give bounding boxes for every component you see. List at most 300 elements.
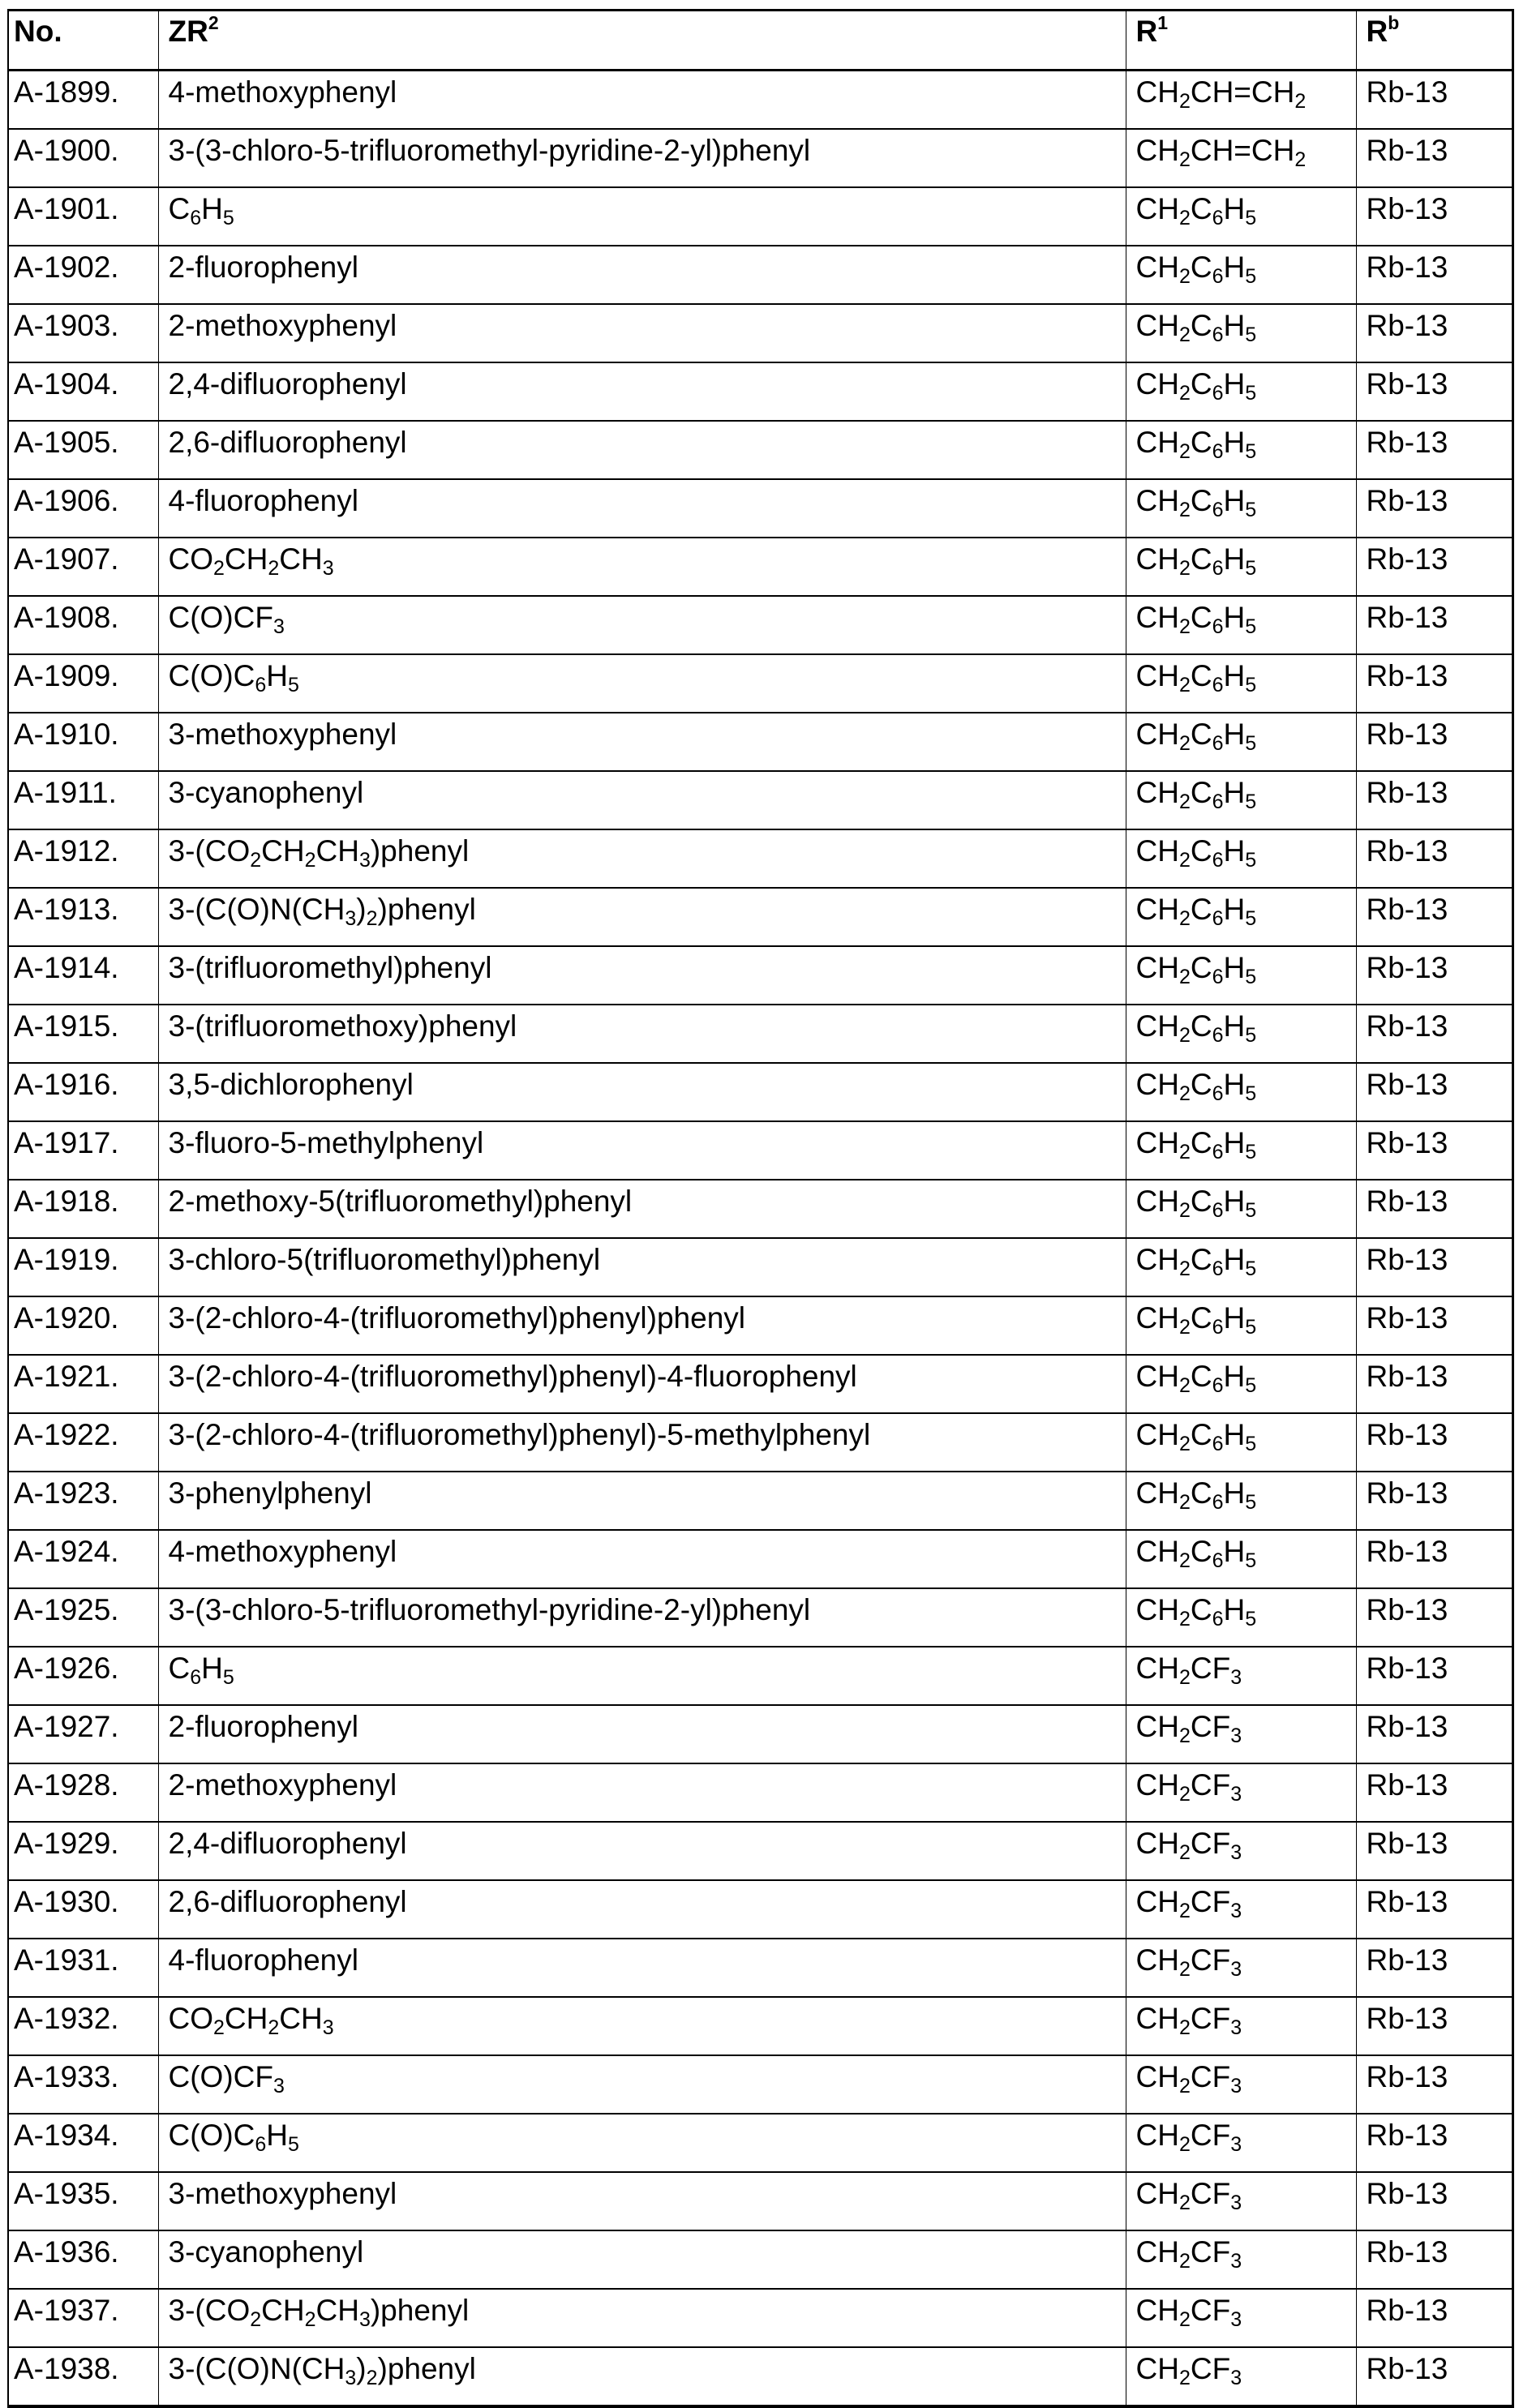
table-row bbox=[8, 1472, 1513, 1530]
cell-zr2: 2-methoxy-5(trifluoromethyl)phenyl bbox=[158, 1180, 1126, 1238]
subscript: 6 bbox=[1212, 1024, 1224, 1047]
cell-zr2: $C(O)CF_3$ bbox=[158, 2055, 1126, 2114]
subscript: 6 bbox=[190, 1666, 202, 1689]
subscript: 2 bbox=[213, 2016, 225, 2039]
subscript: 6 bbox=[1212, 674, 1224, 696]
table-body bbox=[8, 71, 1513, 2407]
cell-no: A-1916. bbox=[8, 1063, 158, 1121]
table-row bbox=[8, 2114, 1513, 2172]
cell-no: A-1910. bbox=[8, 713, 158, 771]
subscript: 2 bbox=[1178, 791, 1191, 813]
subscript: 3 bbox=[1230, 1666, 1242, 1689]
cell-rb: Rb-13 bbox=[1356, 246, 1513, 304]
subscript: 2 bbox=[1178, 2075, 1191, 2097]
cell-rb: Rb-13 bbox=[1356, 1413, 1513, 1472]
cell-r1: $CH_2C_6H_5$ bbox=[1126, 1238, 1356, 1296]
cell-no: A-1936. bbox=[8, 2230, 158, 2289]
subscript: 3 bbox=[1230, 2308, 1242, 2331]
cell-no: A-1901. bbox=[8, 187, 158, 246]
cell-no: A-1913. bbox=[8, 888, 158, 946]
table-row bbox=[8, 304, 1513, 362]
cell-no: A-1908. bbox=[8, 596, 158, 654]
cell-no: A-1918. bbox=[8, 1180, 158, 1238]
cell-rb: Rb-13 bbox=[1356, 888, 1513, 946]
cell-zr2: 2-fluorophenyl bbox=[158, 246, 1126, 304]
cell-zr2: $C_6H_5$ bbox=[158, 187, 1126, 246]
header-r1-superscript: 1 bbox=[1157, 12, 1169, 33]
subscript: 2 bbox=[1178, 1725, 1191, 1747]
subscript: 3 bbox=[345, 2367, 357, 2389]
cell-no: A-1900. bbox=[8, 129, 158, 187]
subscript: 5 bbox=[1245, 732, 1257, 755]
cell-r1: $CH_2C_6H_5$ bbox=[1126, 654, 1356, 713]
cell-no: A-1902. bbox=[8, 246, 158, 304]
cell-r1: $CH_2C_6H_5$ bbox=[1126, 304, 1356, 362]
cell-no: A-1938. bbox=[8, 2347, 158, 2406]
cell-r1: $CH_2CF_3$ bbox=[1126, 1705, 1356, 1763]
cell-rb: Rb-13 bbox=[1356, 2114, 1513, 2172]
subscript: 5 bbox=[1245, 615, 1257, 638]
subscript: 6 bbox=[1212, 907, 1224, 930]
table-row bbox=[8, 129, 1513, 187]
subscript: 5 bbox=[1245, 207, 1257, 229]
subscript: 5 bbox=[1245, 557, 1257, 580]
subscript: 5 bbox=[1245, 440, 1257, 463]
cell-no: A-1911. bbox=[8, 771, 158, 829]
cell-zr2: 3-cyanophenyl bbox=[158, 771, 1126, 829]
cell-rb: Rb-13 bbox=[1356, 304, 1513, 362]
subscript: 3 bbox=[272, 615, 285, 638]
cell-no: A-1927. bbox=[8, 1705, 158, 1763]
cell-r1: $CH_2C_6H_5$ bbox=[1126, 187, 1356, 246]
cell-zr2: 2-methoxyphenyl bbox=[158, 304, 1126, 362]
cell-r1: $CH_2C_6H_5$ bbox=[1126, 1121, 1356, 1180]
table-row bbox=[8, 2230, 1513, 2289]
subscript: 2 bbox=[1178, 90, 1191, 113]
cell-zr2: 3-(2-chloro-4-(trifluoromethyl)phenyl)phenyl bbox=[158, 1296, 1126, 1355]
subscript: 2 bbox=[1178, 2016, 1191, 2039]
subscript: 6 bbox=[1212, 207, 1224, 229]
cell-rb: Rb-13 bbox=[1356, 1296, 1513, 1355]
subscript: 2 bbox=[1178, 849, 1191, 872]
header-rb-superscript: b bbox=[1388, 12, 1400, 33]
cell-rb: Rb-13 bbox=[1356, 421, 1513, 479]
cell-rb: Rb-13 bbox=[1356, 2055, 1513, 2114]
subscript: 3 bbox=[1230, 2133, 1242, 2156]
subscript: 2 bbox=[1178, 1374, 1191, 1397]
subscript: 2 bbox=[1294, 148, 1307, 171]
cell-rb: Rb-13 bbox=[1356, 1705, 1513, 1763]
subscript: 2 bbox=[1178, 557, 1191, 580]
cell-rb: Rb-13 bbox=[1356, 129, 1513, 187]
cell-rb: Rb-13 bbox=[1356, 2172, 1513, 2230]
subscript: 5 bbox=[222, 207, 234, 229]
subscript: 6 bbox=[1212, 557, 1224, 580]
cell-r1: $CH_2C_6H_5$ bbox=[1126, 362, 1356, 421]
subscript: 2 bbox=[1178, 1608, 1191, 1630]
subscript: 3 bbox=[1230, 2075, 1242, 2097]
subscript: 2 bbox=[366, 2367, 378, 2389]
table-row bbox=[8, 771, 1513, 829]
header-zr2-label: ZR bbox=[168, 15, 208, 48]
cell-r1: $CH_2C_6H_5$ bbox=[1126, 713, 1356, 771]
cell-r1: $CH_2C_6H_5$ bbox=[1126, 1355, 1356, 1413]
cell-rb: Rb-13 bbox=[1356, 71, 1513, 130]
subscript: 5 bbox=[1245, 323, 1257, 346]
cell-zr2: $C(O)CF_3$ bbox=[158, 596, 1126, 654]
cell-zr2: $CO_2CH_2CH_3$ bbox=[158, 1997, 1126, 2055]
subscript: 2 bbox=[1178, 2367, 1191, 2389]
cell-rb: Rb-13 bbox=[1356, 1121, 1513, 1180]
cell-r1: $CH_2CF_3$ bbox=[1126, 1763, 1356, 1822]
table-row bbox=[8, 1939, 1513, 1997]
cell-zr2: 2,6-difluorophenyl bbox=[158, 421, 1126, 479]
cell-r1: $CH_2CF_3$ bbox=[1126, 1822, 1356, 1880]
subscript: 6 bbox=[1212, 1316, 1224, 1339]
subscript: 2 bbox=[1178, 440, 1191, 463]
subscript: 2 bbox=[1178, 1024, 1191, 1047]
cell-rb: Rb-13 bbox=[1356, 1822, 1513, 1880]
cell-r1: $CH_2C_6H_5$ bbox=[1126, 829, 1356, 888]
subscript: 2 bbox=[1178, 265, 1191, 288]
cell-rb: Rb-13 bbox=[1356, 479, 1513, 538]
subscript: 6 bbox=[1212, 732, 1224, 755]
cell-zr2: 2,4-difluorophenyl bbox=[158, 362, 1126, 421]
cell-r1: $CH_2C_6H_5$ bbox=[1126, 1005, 1356, 1063]
header-no-label: No. bbox=[14, 15, 62, 48]
cell-rb: Rb-13 bbox=[1356, 2289, 1513, 2347]
subscript: 5 bbox=[288, 2133, 299, 2156]
subscript: 2 bbox=[1178, 1082, 1191, 1105]
subscript: 6 bbox=[1212, 323, 1224, 346]
cell-no: A-1917. bbox=[8, 1121, 158, 1180]
cell-r1: $CH_2C_6H_5$ bbox=[1126, 1180, 1356, 1238]
subscript: 2 bbox=[1178, 1141, 1191, 1163]
subscript: 5 bbox=[1245, 907, 1257, 930]
cell-r1: $CH_2C_6H_5$ bbox=[1126, 1063, 1356, 1121]
subscript: 2 bbox=[1178, 615, 1191, 638]
table-row bbox=[8, 1005, 1513, 1063]
cell-no: A-1930. bbox=[8, 1880, 158, 1939]
subscript: 5 bbox=[1245, 1374, 1257, 1397]
cell-r1: $CH_2C_6H_5$ bbox=[1126, 596, 1356, 654]
subscript: 2 bbox=[1178, 1841, 1191, 1864]
cell-rb: Rb-13 bbox=[1356, 1005, 1513, 1063]
subscript: 6 bbox=[1212, 1374, 1224, 1397]
subscript: 2 bbox=[1178, 1666, 1191, 1689]
cell-r1: $CH_2C_6H_5$ bbox=[1126, 1588, 1356, 1647]
cell-no: A-1925. bbox=[8, 1588, 158, 1647]
table-row bbox=[8, 888, 1513, 946]
cell-zr2: 2,6-difluorophenyl bbox=[158, 1880, 1126, 1939]
subscript: 6 bbox=[1212, 1258, 1224, 1280]
subscript: 6 bbox=[1212, 1141, 1224, 1163]
cell-rb: Rb-13 bbox=[1356, 1763, 1513, 1822]
cell-rb: Rb-13 bbox=[1356, 771, 1513, 829]
cell-zr2: 4-methoxyphenyl bbox=[158, 71, 1126, 130]
cell-r1: $CH_2CF_3$ bbox=[1126, 2055, 1356, 2114]
cell-r1: $CH_2C_6H_5$ bbox=[1126, 1296, 1356, 1355]
cell-zr2: 3-(2-chloro-4-(trifluoromethyl)phenyl)-4-fluorophenyl bbox=[158, 1355, 1126, 1413]
subscript: 2 bbox=[1178, 382, 1191, 405]
cell-zr2: 3-(trifluoromethyl)phenyl bbox=[158, 946, 1126, 1005]
table-row bbox=[8, 1822, 1513, 1880]
table-row bbox=[8, 538, 1513, 596]
cell-rb: Rb-13 bbox=[1356, 2230, 1513, 2289]
subscript: 2 bbox=[1178, 207, 1191, 229]
cell-r1: $CH_2CH=CH_2$ bbox=[1126, 129, 1356, 187]
table-row bbox=[8, 421, 1513, 479]
cell-rb: Rb-13 bbox=[1356, 946, 1513, 1005]
subscript: 5 bbox=[1245, 791, 1257, 813]
cell-no: A-1912. bbox=[8, 829, 158, 888]
table-row bbox=[8, 1763, 1513, 1822]
table-row bbox=[8, 1588, 1513, 1647]
table-row bbox=[8, 829, 1513, 888]
cell-r1: $CH_2CF_3$ bbox=[1126, 2289, 1356, 2347]
cell-rb: Rb-13 bbox=[1356, 713, 1513, 771]
cell-no: A-1933. bbox=[8, 2055, 158, 2114]
subscript: 2 bbox=[250, 2308, 262, 2331]
subscript: 5 bbox=[1245, 966, 1257, 988]
subscript: 5 bbox=[222, 1666, 234, 1689]
table-row bbox=[8, 946, 1513, 1005]
cell-rb: Rb-13 bbox=[1356, 1530, 1513, 1588]
cell-r1: $CH_2C_6H_5$ bbox=[1126, 888, 1356, 946]
cell-r1: $CH_2C_6H_5$ bbox=[1126, 1413, 1356, 1472]
subscript: 3 bbox=[1230, 1958, 1242, 1981]
table-row bbox=[8, 1705, 1513, 1763]
cell-zr2: 3-methoxyphenyl bbox=[158, 2172, 1126, 2230]
subscript: 3 bbox=[345, 907, 357, 930]
subscript: 2 bbox=[1178, 499, 1191, 521]
cell-zr2: $3-(CO_2CH_2CH_3)phenyl$ bbox=[158, 2289, 1126, 2347]
table-row bbox=[8, 362, 1513, 421]
table-row bbox=[8, 713, 1513, 771]
cell-rb: Rb-13 bbox=[1356, 1238, 1513, 1296]
subscript: 6 bbox=[1212, 440, 1224, 463]
subscript: 5 bbox=[288, 674, 299, 696]
cell-no: A-1932. bbox=[8, 1997, 158, 2055]
cell-zr2: 3-(3-chloro-5-trifluoromethyl-pyridine-2-yl)phenyl bbox=[158, 129, 1126, 187]
cell-zr2: 3-fluoro-5-methylphenyl bbox=[158, 1121, 1126, 1180]
cell-zr2: $3-(C(O)N(CH_3)_2)phenyl$ bbox=[158, 2347, 1126, 2406]
subscript: 5 bbox=[1245, 1258, 1257, 1280]
subscript: 6 bbox=[1212, 1433, 1224, 1455]
cell-rb: Rb-13 bbox=[1356, 362, 1513, 421]
cell-rb: Rb-13 bbox=[1356, 1939, 1513, 1997]
subscript: 2 bbox=[1178, 1316, 1191, 1339]
subscript: 5 bbox=[1245, 1141, 1257, 1163]
cell-r1: $CH_2C_6H_5$ bbox=[1126, 771, 1356, 829]
subscript: 6 bbox=[1212, 615, 1224, 638]
cell-no: A-1905. bbox=[8, 421, 158, 479]
cell-zr2: 3-(trifluoromethoxy)phenyl bbox=[158, 1005, 1126, 1063]
subscript: 2 bbox=[1178, 1491, 1191, 1514]
cell-no: A-1922. bbox=[8, 1413, 158, 1472]
subscript: 3 bbox=[1230, 1783, 1242, 1806]
subscript: 3 bbox=[1230, 1900, 1242, 1922]
table-header-row bbox=[8, 11, 1513, 71]
table-row bbox=[8, 2289, 1513, 2347]
subscript: 6 bbox=[1212, 1199, 1224, 1222]
subscript: 3 bbox=[322, 557, 334, 580]
subscript: 2 bbox=[1178, 2250, 1191, 2273]
table-row bbox=[8, 1413, 1513, 1472]
header-r1-label: R bbox=[1135, 15, 1158, 48]
cell-zr2: 3-chloro-5(trifluoromethyl)phenyl bbox=[158, 1238, 1126, 1296]
cell-rb: Rb-13 bbox=[1356, 829, 1513, 888]
subscript: 2 bbox=[304, 849, 316, 872]
cell-zr2: $C(O)C_6H_5$ bbox=[158, 2114, 1126, 2172]
subscript: 2 bbox=[1178, 2192, 1191, 2214]
header-no bbox=[8, 11, 158, 71]
subscript: 3 bbox=[1230, 2016, 1242, 2039]
cell-rb: Rb-13 bbox=[1356, 1997, 1513, 2055]
subscript: 6 bbox=[1212, 791, 1224, 813]
cell-rb: Rb-13 bbox=[1356, 1880, 1513, 1939]
cell-no: A-1904. bbox=[8, 362, 158, 421]
table-row bbox=[8, 187, 1513, 246]
cell-no: A-1921. bbox=[8, 1355, 158, 1413]
table-row bbox=[8, 479, 1513, 538]
table-row bbox=[8, 2347, 1513, 2406]
cell-zr2: 3-phenylphenyl bbox=[158, 1472, 1126, 1530]
subscript: 2 bbox=[1178, 323, 1191, 346]
cell-zr2: $3-(C(O)N(CH_3)_2)phenyl$ bbox=[158, 888, 1126, 946]
cell-rb: Rb-13 bbox=[1356, 1472, 1513, 1530]
cell-r1: $CH_2C_6H_5$ bbox=[1126, 946, 1356, 1005]
subscript: 5 bbox=[1245, 1608, 1257, 1630]
subscript: 2 bbox=[1178, 1783, 1191, 1806]
cell-r1: $CH_2CH=CH_2$ bbox=[1126, 71, 1356, 130]
subscript: 5 bbox=[1245, 1082, 1257, 1105]
cell-zr2: $3-(CO_2CH_2CH_3)phenyl$ bbox=[158, 829, 1126, 888]
table-row bbox=[8, 1238, 1513, 1296]
cell-no: A-1931. bbox=[8, 1939, 158, 1997]
cell-zr2: 2,4-difluorophenyl bbox=[158, 1822, 1126, 1880]
cell-no: A-1919. bbox=[8, 1238, 158, 1296]
subscript: 2 bbox=[1178, 1258, 1191, 1280]
header-rb-label: R bbox=[1366, 15, 1388, 48]
cell-r1: $CH_2C_6H_5$ bbox=[1126, 1472, 1356, 1530]
subscript: 5 bbox=[1245, 382, 1257, 405]
cell-no: A-1909. bbox=[8, 654, 158, 713]
subscript: 2 bbox=[1178, 148, 1191, 171]
subscript: 2 bbox=[1178, 1433, 1191, 1455]
cell-no: A-1929. bbox=[8, 1822, 158, 1880]
subscript: 3 bbox=[358, 849, 371, 872]
subscript: 2 bbox=[304, 2308, 316, 2331]
subscript: 2 bbox=[268, 2016, 280, 2039]
cell-rb: Rb-13 bbox=[1356, 1063, 1513, 1121]
subscript: 5 bbox=[1245, 265, 1257, 288]
table-row bbox=[8, 1296, 1513, 1355]
subscript: 2 bbox=[1178, 1199, 1191, 1222]
subscript: 6 bbox=[1212, 499, 1224, 521]
subscript: 2 bbox=[268, 557, 280, 580]
table-row bbox=[8, 246, 1513, 304]
compound-table-container bbox=[7, 9, 1512, 2408]
subscript: 5 bbox=[1245, 1024, 1257, 1047]
table-row bbox=[8, 2172, 1513, 2230]
subscript: 6 bbox=[190, 207, 202, 229]
cell-r1: $CH_2C_6H_5$ bbox=[1126, 479, 1356, 538]
subscript: 3 bbox=[1230, 2367, 1242, 2389]
table-row bbox=[8, 1997, 1513, 2055]
subscript: 2 bbox=[213, 557, 225, 580]
cell-r1: $CH_2CF_3$ bbox=[1126, 2172, 1356, 2230]
cell-rb: Rb-13 bbox=[1356, 1647, 1513, 1705]
cell-rb: Rb-13 bbox=[1356, 596, 1513, 654]
subscript: 3 bbox=[1230, 2192, 1242, 2214]
subscript: 2 bbox=[250, 849, 262, 872]
cell-no: A-1934. bbox=[8, 2114, 158, 2172]
cell-zr2: 3-(3-chloro-5-trifluoromethyl-pyridine-2-yl)phenyl bbox=[158, 1588, 1126, 1647]
cell-zr2: $CO_2CH_2CH_3$ bbox=[158, 538, 1126, 596]
table-row bbox=[8, 1530, 1513, 1588]
subscript: 6 bbox=[1212, 1608, 1224, 1630]
cell-r1: $CH_2CF_3$ bbox=[1126, 1880, 1356, 1939]
table-row bbox=[8, 1121, 1513, 1180]
cell-zr2: 4-fluorophenyl bbox=[158, 1939, 1126, 1997]
subscript: 6 bbox=[1212, 966, 1224, 988]
subscript: 6 bbox=[1212, 382, 1224, 405]
table-row bbox=[8, 1180, 1513, 1238]
cell-no: A-1926. bbox=[8, 1647, 158, 1705]
subscript: 2 bbox=[1178, 732, 1191, 755]
subscript: 6 bbox=[1212, 1082, 1224, 1105]
cell-r1: $CH_2C_6H_5$ bbox=[1126, 538, 1356, 596]
cell-zr2: 4-methoxyphenyl bbox=[158, 1530, 1126, 1588]
cell-rb: Rb-13 bbox=[1356, 187, 1513, 246]
subscript: 2 bbox=[1178, 2133, 1191, 2156]
cell-rb: Rb-13 bbox=[1356, 1355, 1513, 1413]
cell-r1: $CH_2CF_3$ bbox=[1126, 1647, 1356, 1705]
table-row bbox=[8, 654, 1513, 713]
cell-no: A-1924. bbox=[8, 1530, 158, 1588]
cell-r1: $CH_2CF_3$ bbox=[1126, 1997, 1356, 2055]
subscript: 5 bbox=[1245, 674, 1257, 696]
cell-rb: Rb-13 bbox=[1356, 654, 1513, 713]
subscript: 5 bbox=[1245, 1316, 1257, 1339]
table-row bbox=[8, 1880, 1513, 1939]
cell-zr2: 2-methoxyphenyl bbox=[158, 1763, 1126, 1822]
cell-zr2: 2-fluorophenyl bbox=[158, 1705, 1126, 1763]
cell-r1: $CH_2CF_3$ bbox=[1126, 2347, 1356, 2406]
cell-no: A-1899. bbox=[8, 71, 158, 130]
cell-zr2: $C_6H_5$ bbox=[158, 1647, 1126, 1705]
table-row bbox=[8, 71, 1513, 130]
cell-rb: Rb-13 bbox=[1356, 1588, 1513, 1647]
subscript: 3 bbox=[358, 2308, 371, 2331]
subscript: 5 bbox=[1245, 1549, 1257, 1572]
cell-zr2: 3-methoxyphenyl bbox=[158, 713, 1126, 771]
cell-no: A-1906. bbox=[8, 479, 158, 538]
cell-zr2: $C(O)C_6H_5$ bbox=[158, 654, 1126, 713]
subscript: 6 bbox=[1212, 265, 1224, 288]
cell-zr2: 3-(2-chloro-4-(trifluoromethyl)phenyl)-5-methylphenyl bbox=[158, 1413, 1126, 1472]
subscript: 5 bbox=[1245, 1199, 1257, 1222]
cell-r1: $CH_2CF_3$ bbox=[1126, 1939, 1356, 1997]
subscript: 2 bbox=[1178, 966, 1191, 988]
cell-no: A-1935. bbox=[8, 2172, 158, 2230]
subscript: 2 bbox=[1178, 1958, 1191, 1981]
cell-r1: $CH_2C_6H_5$ bbox=[1126, 246, 1356, 304]
subscript: 2 bbox=[1178, 2308, 1191, 2331]
header-zr2-superscript: 2 bbox=[208, 12, 219, 33]
header-zr2 bbox=[158, 11, 1126, 71]
